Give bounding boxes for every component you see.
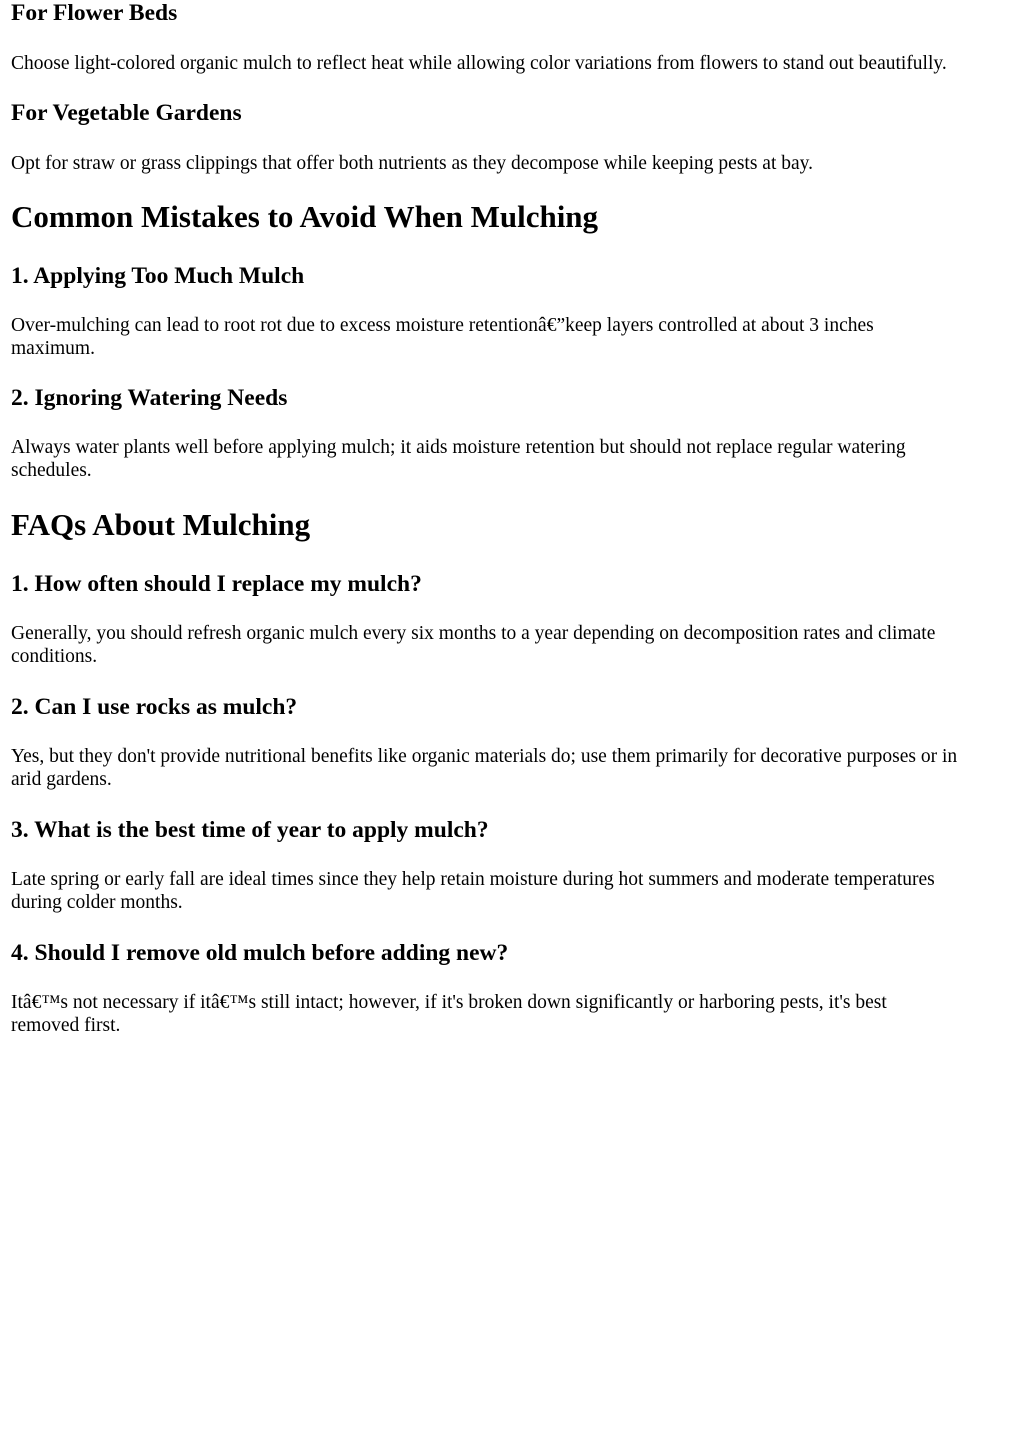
- vegetable-gardens-heading: For Vegetable Gardens: [11, 100, 242, 126]
- vegetable-gardens-text: Opt for straw or grass clippings that offer both nutrients as they decompose while keeping pests at bay.: [11, 153, 814, 174]
- faq-question: 4. Should I remove old mulch before adding new?: [11, 940, 509, 966]
- flower-beds-heading: For Flower Beds: [11, 0, 178, 26]
- flower-beds-text: Choose light-colored organic mulch to reflect heat while allowing color variations from flowers to stand out beautifully.: [11, 53, 947, 74]
- faq-question: 3. What is the best time of year to apply mulch?: [11, 817, 489, 843]
- mistake-text-line: Over-mulching can lead to root rot due to excess moisture retentionâ€”keep layers controlled at about 3 inches: [11, 315, 874, 336]
- faq-answer-line: Yes, but they don't provide nutritional benefits like organic materials do; use them primarily for decorative purposes or in: [11, 746, 958, 767]
- faq-question: 1. How often should I replace my mulch?: [11, 571, 422, 597]
- mistake-text-line: schedules.: [11, 460, 92, 481]
- mistakes-section-heading: Common Mistakes to Avoid When Mulching: [11, 199, 599, 234]
- mistake-text-line: maximum.: [11, 338, 95, 359]
- faq-answer-line: Generally, you should refresh organic mulch every six months to a year depending on decomposition rates and climate: [11, 623, 936, 644]
- faq-answer-line: removed first.: [11, 1015, 121, 1036]
- faqs-section-heading: FAQs About Mulching: [11, 507, 311, 542]
- faq-answer-line: Itâ€™s not necessary if itâ€™s still intact; however, if it's broken down significantly or harboring pests, it's best: [11, 992, 887, 1013]
- faq-answer-line: Late spring or early fall are ideal times since they help retain moisture during hot summers and moderate temperatures: [11, 869, 935, 890]
- faq-answer-line: conditions.: [11, 646, 98, 667]
- faq-question: 2. Can I use rocks as mulch?: [11, 694, 298, 720]
- faq-answer-line: during colder months.: [11, 892, 183, 913]
- mistake-text-line: Always water plants well before applying mulch; it aids moisture retention but should not replace regular watering: [11, 437, 906, 458]
- mistake-heading: 2. Ignoring Watering Needs: [11, 385, 288, 411]
- mistake-heading: 1. Applying Too Much Mulch: [11, 263, 305, 289]
- faq-answer-line: arid gardens.: [11, 769, 112, 790]
